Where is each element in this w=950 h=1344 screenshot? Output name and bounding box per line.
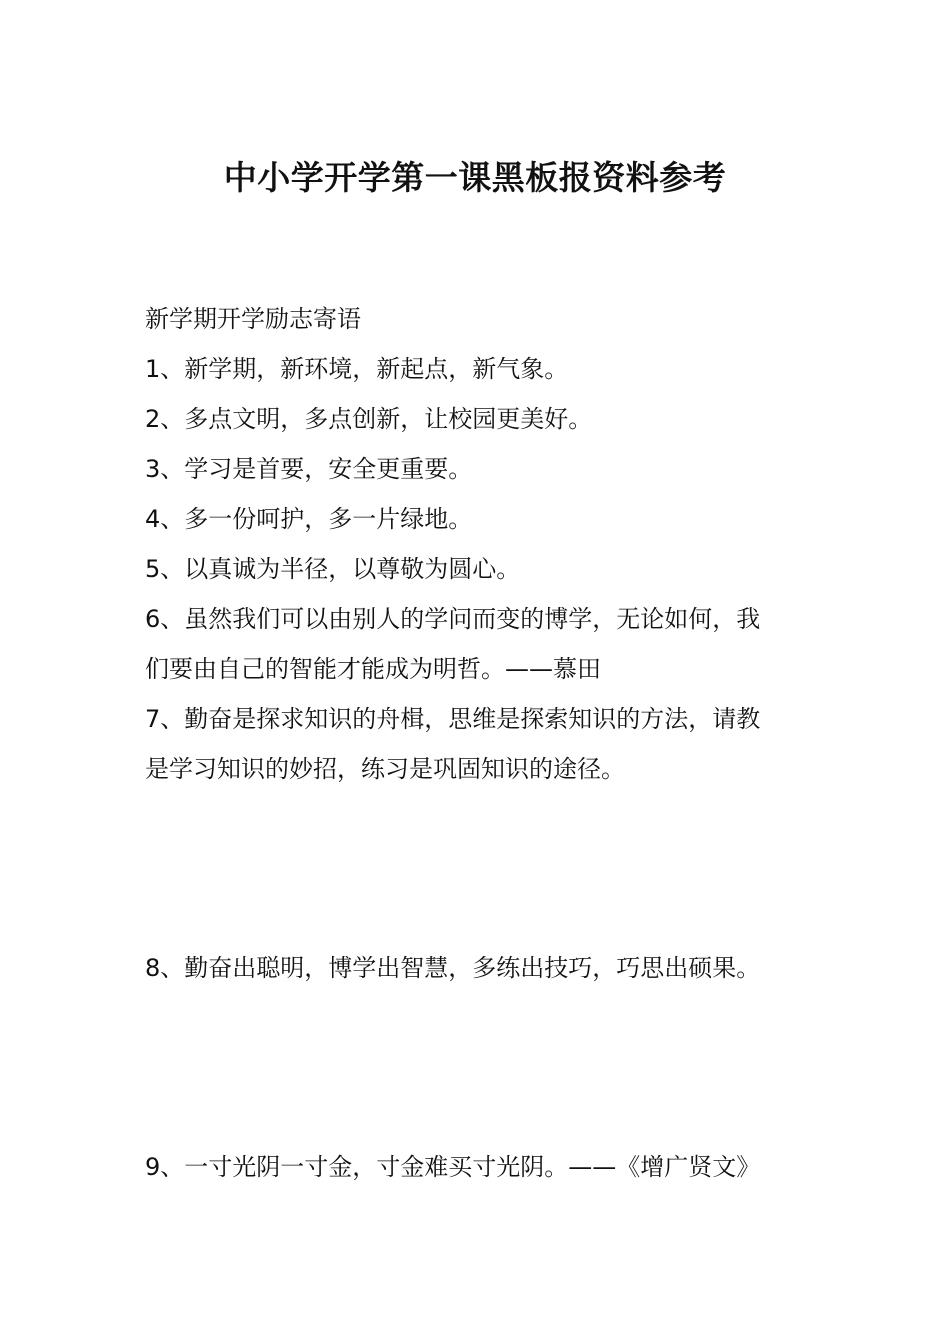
list-item-8: 8、勤奋出聪明，博学出智慧，多练出技巧，巧思出硕果。 — [145, 954, 761, 982]
section-heading: 新学期开学励志寄语 — [145, 305, 361, 333]
list-item-5: 5、以真诚为半径，以尊敬为圆心。 — [145, 555, 521, 583]
list-item-6-line-1: 6、虽然我们可以由别人的学问而变的博学，无论如何，我 — [145, 605, 761, 633]
list-item-6-line-2: 们要由自己的智能才能成为明哲。——慕田 — [145, 655, 601, 683]
list-item-7-line-1: 7、勤奋是探求知识的舟楫，思维是探索知识的方法，请教 — [145, 705, 761, 733]
list-item-1: 1、新学期，新环境，新起点，新气象。 — [145, 355, 569, 383]
document-title: 中小学开学第一课黑板报资料参考 — [223, 158, 727, 197]
list-item-4: 4、多一份呵护，多一片绿地。 — [145, 505, 473, 533]
list-item-2: 2、多点文明，多点创新，让校园更美好。 — [145, 405, 593, 433]
list-item-7-line-2: 是学习知识的妙招，练习是巩固知识的途径。 — [145, 755, 625, 783]
list-item-9: 9、一寸光阴一寸金，寸金难买寸光阴。——《增广贤文》 — [145, 1153, 761, 1181]
list-item-3: 3、学习是首要，安全更重要。 — [145, 455, 473, 483]
